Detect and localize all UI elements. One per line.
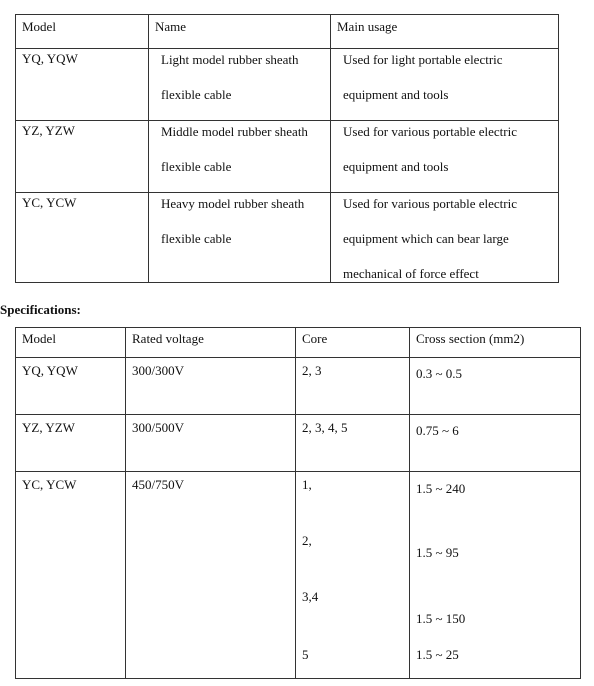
name-cell: Middle model rubber sheath flexible cable bbox=[149, 121, 331, 193]
core-cell: 2, 3, 4, 5 bbox=[296, 415, 410, 472]
usage-cell: Used for various portable electric equipment which can bear large mechanical of force effect bbox=[331, 193, 559, 283]
core-value: 5 bbox=[302, 647, 309, 662]
usage-cell: Used for light portable electric equipment and tools bbox=[331, 49, 559, 121]
usage-cell: Used for various portable electric equipment and tools bbox=[331, 121, 559, 193]
specifications-heading: Specifications: bbox=[0, 302, 81, 317]
usage-table bbox=[15, 14, 559, 283]
voltage-cell: 300/500V bbox=[126, 415, 296, 472]
core-value: 2, bbox=[302, 533, 312, 548]
header-cell-model: Model bbox=[16, 15, 149, 49]
header-cell-cross-section: Cross section (mm2) bbox=[410, 328, 581, 358]
cross-section-value: 1.5 ~ 150 bbox=[416, 611, 466, 626]
table-header-row bbox=[16, 328, 581, 358]
voltage-cell: 300/300V bbox=[126, 358, 296, 415]
core-value: 1, bbox=[302, 477, 312, 492]
voltage-cell: 450/750V bbox=[126, 472, 296, 679]
table-row bbox=[16, 121, 559, 193]
cross-section-value: 1.5 ~ 95 bbox=[416, 545, 459, 560]
model-cell: YZ, YZW bbox=[16, 415, 126, 472]
specifications-table bbox=[15, 327, 581, 679]
model-cell: YC, YCW bbox=[16, 193, 149, 283]
header-cell-main-usage: Main usage bbox=[331, 15, 559, 49]
table-row bbox=[16, 472, 581, 679]
cross-section-cell: 0.3 ~ 0.5 bbox=[410, 358, 581, 415]
table-row bbox=[16, 193, 559, 283]
cross-section-value: 1.5 ~ 25 bbox=[416, 647, 459, 662]
model-cell: YC, YCW bbox=[16, 472, 126, 679]
table-row bbox=[16, 49, 559, 121]
table-row bbox=[16, 415, 581, 472]
table-header-row bbox=[16, 15, 559, 49]
cross-section-value: 1.5 ~ 240 bbox=[416, 481, 466, 496]
cross-section-cell: 0.75 ~ 6 bbox=[410, 415, 581, 472]
table-row bbox=[16, 358, 581, 415]
model-cell: YQ, YQW bbox=[16, 358, 126, 415]
cross-section-cell bbox=[410, 472, 581, 679]
core-cell bbox=[296, 472, 410, 679]
header-cell-core: Core bbox=[296, 328, 410, 358]
core-value: 3,4 bbox=[302, 589, 319, 604]
header-cell-rated-voltage: Rated voltage bbox=[126, 328, 296, 358]
name-cell: Heavy model rubber sheath flexible cable bbox=[149, 193, 331, 283]
model-cell: YQ, YQW bbox=[16, 49, 149, 121]
model-cell: YZ, YZW bbox=[16, 121, 149, 193]
core-cell: 2, 3 bbox=[296, 358, 410, 415]
name-cell: Light model rubber sheath flexible cable bbox=[149, 49, 331, 121]
header-cell-model: Model bbox=[16, 328, 126, 358]
header-cell-name: Name bbox=[149, 15, 331, 49]
